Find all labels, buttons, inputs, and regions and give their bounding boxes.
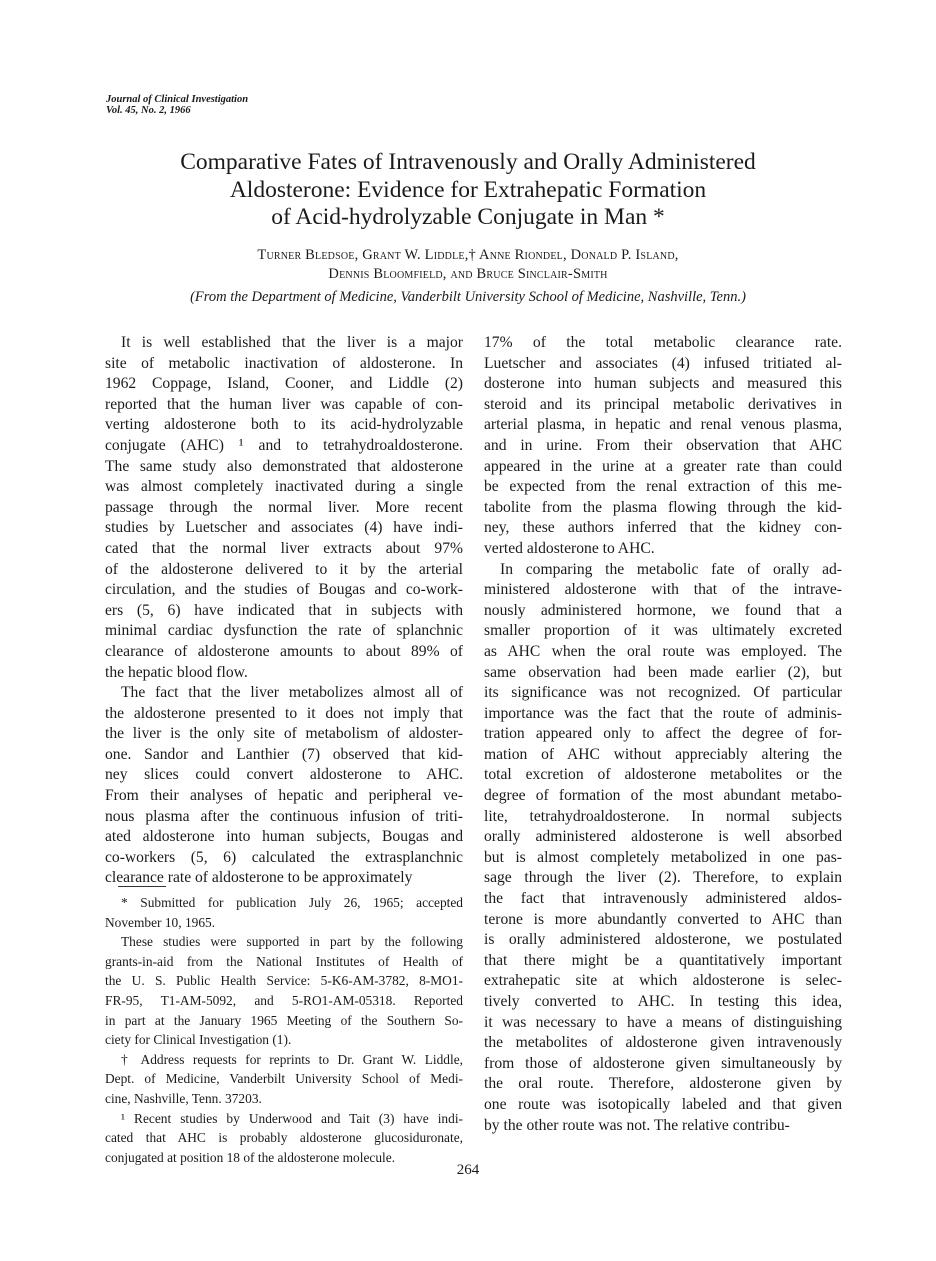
body-text-line: its significance was not recognized. Of particular [484, 684, 842, 702]
body-text-line: terone is more abundantly converted to AHC than [484, 910, 842, 928]
body-text-line: studies by Luetscher and associates (4) have indi- [105, 519, 463, 537]
body-text-line: same observation had been made earlier (2), but [484, 663, 842, 681]
body-text-line: it was necessary to have a means of distinguishing [484, 1013, 842, 1031]
body-text-line: appeared in the urine at a greater rate than could [484, 457, 842, 475]
footnote-line: cine, Nashville, Tenn. 37203. [105, 1090, 262, 1106]
body-text-line: conjugate (AHC) ¹ and to tetrahydroaldosterone. [105, 436, 463, 454]
body-text-line: Luetscher and associates (4) infused tritiated al- [484, 354, 842, 372]
body-text-line: mation of AHC without appreciably altering the [484, 745, 842, 763]
body-text-line: extrahepatic site at which aldosterone is selec- [484, 972, 842, 990]
title-line: Aldosterone: Evidence for Extrahepatic Formation [229, 176, 707, 203]
body-text-line: It is well established that the liver is a major [121, 334, 463, 351]
body-text-line: degree of formation of the most abundant metabo- [484, 787, 842, 805]
authors-line: Turner Bledsoe, Grant W. Liddle,† Anne Riondel, Donald P. Island, [257, 247, 679, 263]
footnote-divider [118, 886, 166, 887]
footnote-line: conjugated at position 18 of the aldosterone molecule. [105, 1149, 396, 1165]
body-text-line: verting aldosterone both to its acid-hydrolyzable [105, 416, 463, 434]
body-text-line: the aldosterone presented to it does not imply that [105, 704, 463, 722]
body-text-line: passage through the normal liver. More recent [105, 498, 463, 516]
body-text-line: verted aldosterone to AHC. [484, 539, 655, 557]
body-text-line: nously administered hormone, we found that a [484, 601, 842, 619]
footnote-line: cated that AHC is probably aldosterone glucosiduronate, [105, 1130, 463, 1146]
body-text-line: but is almost completely metabolized in one pas- [484, 848, 842, 866]
body-text-line: of the aldosterone delivered to it by the arterial [105, 560, 463, 578]
body-text-line: total excretion of aldosterone metabolites or the [484, 766, 842, 784]
body-text-line: ney, these authors inferred that the kidney con- [484, 519, 842, 537]
body-text-line: The fact that the liver metabolizes almost all of [121, 684, 463, 702]
footnote-line: FR-95, T1-AM-5092, and 5-RO1-AM-05318. Reported [105, 992, 463, 1008]
body-text-line: clearance of aldosterone amounts to about 89% of [105, 642, 463, 660]
body-text-line: tabolite from the plasma flowing through the kid- [484, 498, 842, 516]
body-text-line: tration appeared only to affect the degree of for- [484, 725, 842, 743]
body-text-line: ated aldosterone into human subjects, Bougas and [105, 828, 463, 846]
right-column [484, 333, 842, 1136]
footnote-line: Dept. of Medicine, Vanderbilt University School of Medi- [105, 1071, 463, 1087]
body-text-line: 1962 Coppage, Island, Cooner, and Liddle (2) [105, 375, 463, 393]
left-column [105, 333, 463, 889]
body-text-line: that there might be a quantitatively important [484, 951, 842, 969]
authors-line: Dennis Bloomfield, and Bruce Sinclair-Smith [328, 266, 608, 282]
body-text-line: is orally administered aldosterone, we postulated [484, 931, 842, 949]
body-text-line: In comparing the metabolic fate of orally ad- [500, 560, 842, 578]
body-text-line: ers (5, 6) have indicated that in subjects with [105, 601, 463, 619]
body-text-line: the fact that intravenously administered aldos- [484, 890, 842, 908]
author-list [100, 246, 836, 284]
body-text-line: arterial plasma, in hepatic and renal venous plasma, [484, 416, 842, 434]
body-text-line: From their analyses of hepatic and peripheral ve- [105, 787, 463, 805]
body-text-line: site of metabolic inactivation of aldosterone. In [105, 354, 463, 372]
body-text-line: be expected from the renal extraction of this me- [484, 478, 842, 496]
body-text-line: co-workers (5, 6) calculated the extrasplanchnic [105, 848, 463, 866]
footnote-line: ¹ Recent studies by Underwood and Tait (3) have indi- [121, 1110, 463, 1126]
page-number: 264 [456, 1162, 480, 1178]
title-line: of Acid-hydrolyzable Conjugate in Man * [271, 204, 665, 230]
footnote-line: ciety for Clinical Investigation (1). [105, 1032, 292, 1048]
body-text-line: was almost completely inactivated during a single [105, 478, 463, 496]
footnotes [105, 893, 463, 1167]
body-text-line: minimal cardiac dysfunction the rate of splanchnic [105, 622, 463, 640]
journal-name: Journal of Clinical Investigation [106, 94, 249, 105]
body-text-line: one route was isotopically labeled and that given [484, 1095, 842, 1113]
body-text-line: tively converted to AHC. In testing this idea, [484, 993, 842, 1010]
body-text-line: orally administered aldosterone is well absorbed [484, 828, 842, 846]
body-text-line: the hepatic blood flow. [105, 663, 248, 681]
body-text-line: nous plasma after the continuous infusion of triti- [105, 807, 463, 825]
journal-citation [106, 94, 248, 116]
body-text-line: steroid and its principal metabolic derivatives in [484, 395, 842, 413]
footnote-line: † Address requests for reprints to Dr. Grant W. Liddle, [121, 1051, 463, 1067]
body-text-line: ney slices could convert aldosterone to AHC. [105, 766, 463, 784]
body-text-line: sage through the liver (2). Therefore, to explain [484, 869, 842, 887]
body-text-line: reported that the human liver was capable of con- [105, 395, 463, 413]
body-text-line: lite, tetrahydroaldosterone. In normal subjects [484, 807, 842, 825]
body-text-line: one. Sandor and Lanthier (7) observed that kid- [105, 745, 463, 763]
body-text-line: circulation, and the studies of Bougas and co-work- [105, 581, 463, 599]
body-text-line: dosterone into human subjects and measured this [484, 375, 842, 393]
footnote-line: grants-in-aid from the National Institutes of Health of [105, 953, 463, 969]
body-text-line: The same study also demonstrated that aldosterone [105, 457, 463, 475]
footnote-line: * Submitted for publication July 26, 1965; accepted [121, 895, 463, 910]
body-text-line: the metabolites of aldosterone given intravenously [484, 1034, 842, 1052]
footnote-line: in part at the January 1965 Meeting of the Southern So- [105, 1012, 463, 1028]
footnote-line: the U. S. Public Health Service: 5-K6-AM-3782, 8-MO1- [105, 973, 463, 989]
journal-volume: Vol. 45, No. 2, 1966 [106, 105, 191, 116]
paper-title [100, 149, 836, 232]
body-text-line: the oral route. Therefore, aldosterone given by [484, 1075, 842, 1093]
body-text-line: by the other route was not. The relative contribu- [484, 1116, 790, 1134]
body-text-line: the liver is the only site of metabolism of aldoster- [105, 725, 463, 743]
footnote-line: November 10, 1965. [105, 914, 216, 930]
body-text-line: smaller proportion of it was ultimately excreted [484, 622, 842, 640]
body-text-line: clearance rate of aldosterone to be approximately [105, 869, 413, 887]
body-text-line: as AHC when the oral route was employed. The [484, 642, 842, 660]
body-text-line: ministered aldosterone with that of the intrave- [484, 581, 842, 599]
body-text-line: cated that the normal liver extracts about 97% [105, 539, 463, 557]
title-line: Comparative Fates of Intravenously and Orally Administered [180, 149, 756, 175]
footnote-line: These studies were supported in part by the following [121, 934, 463, 950]
body-text-line: 17% of the total metabolic clearance rate. [484, 334, 842, 351]
body-text-line: and in urine. From their observation that AHC [484, 436, 842, 454]
affiliation: (From the Department of Medicine, Vanderbilt University School of Medicine, Nashville, Tenn.) [190, 289, 746, 305]
body-text-line: importance was the fact that the route of adminis- [484, 704, 842, 722]
body-text-line: from those of aldosterone given simultaneously by [484, 1054, 842, 1072]
